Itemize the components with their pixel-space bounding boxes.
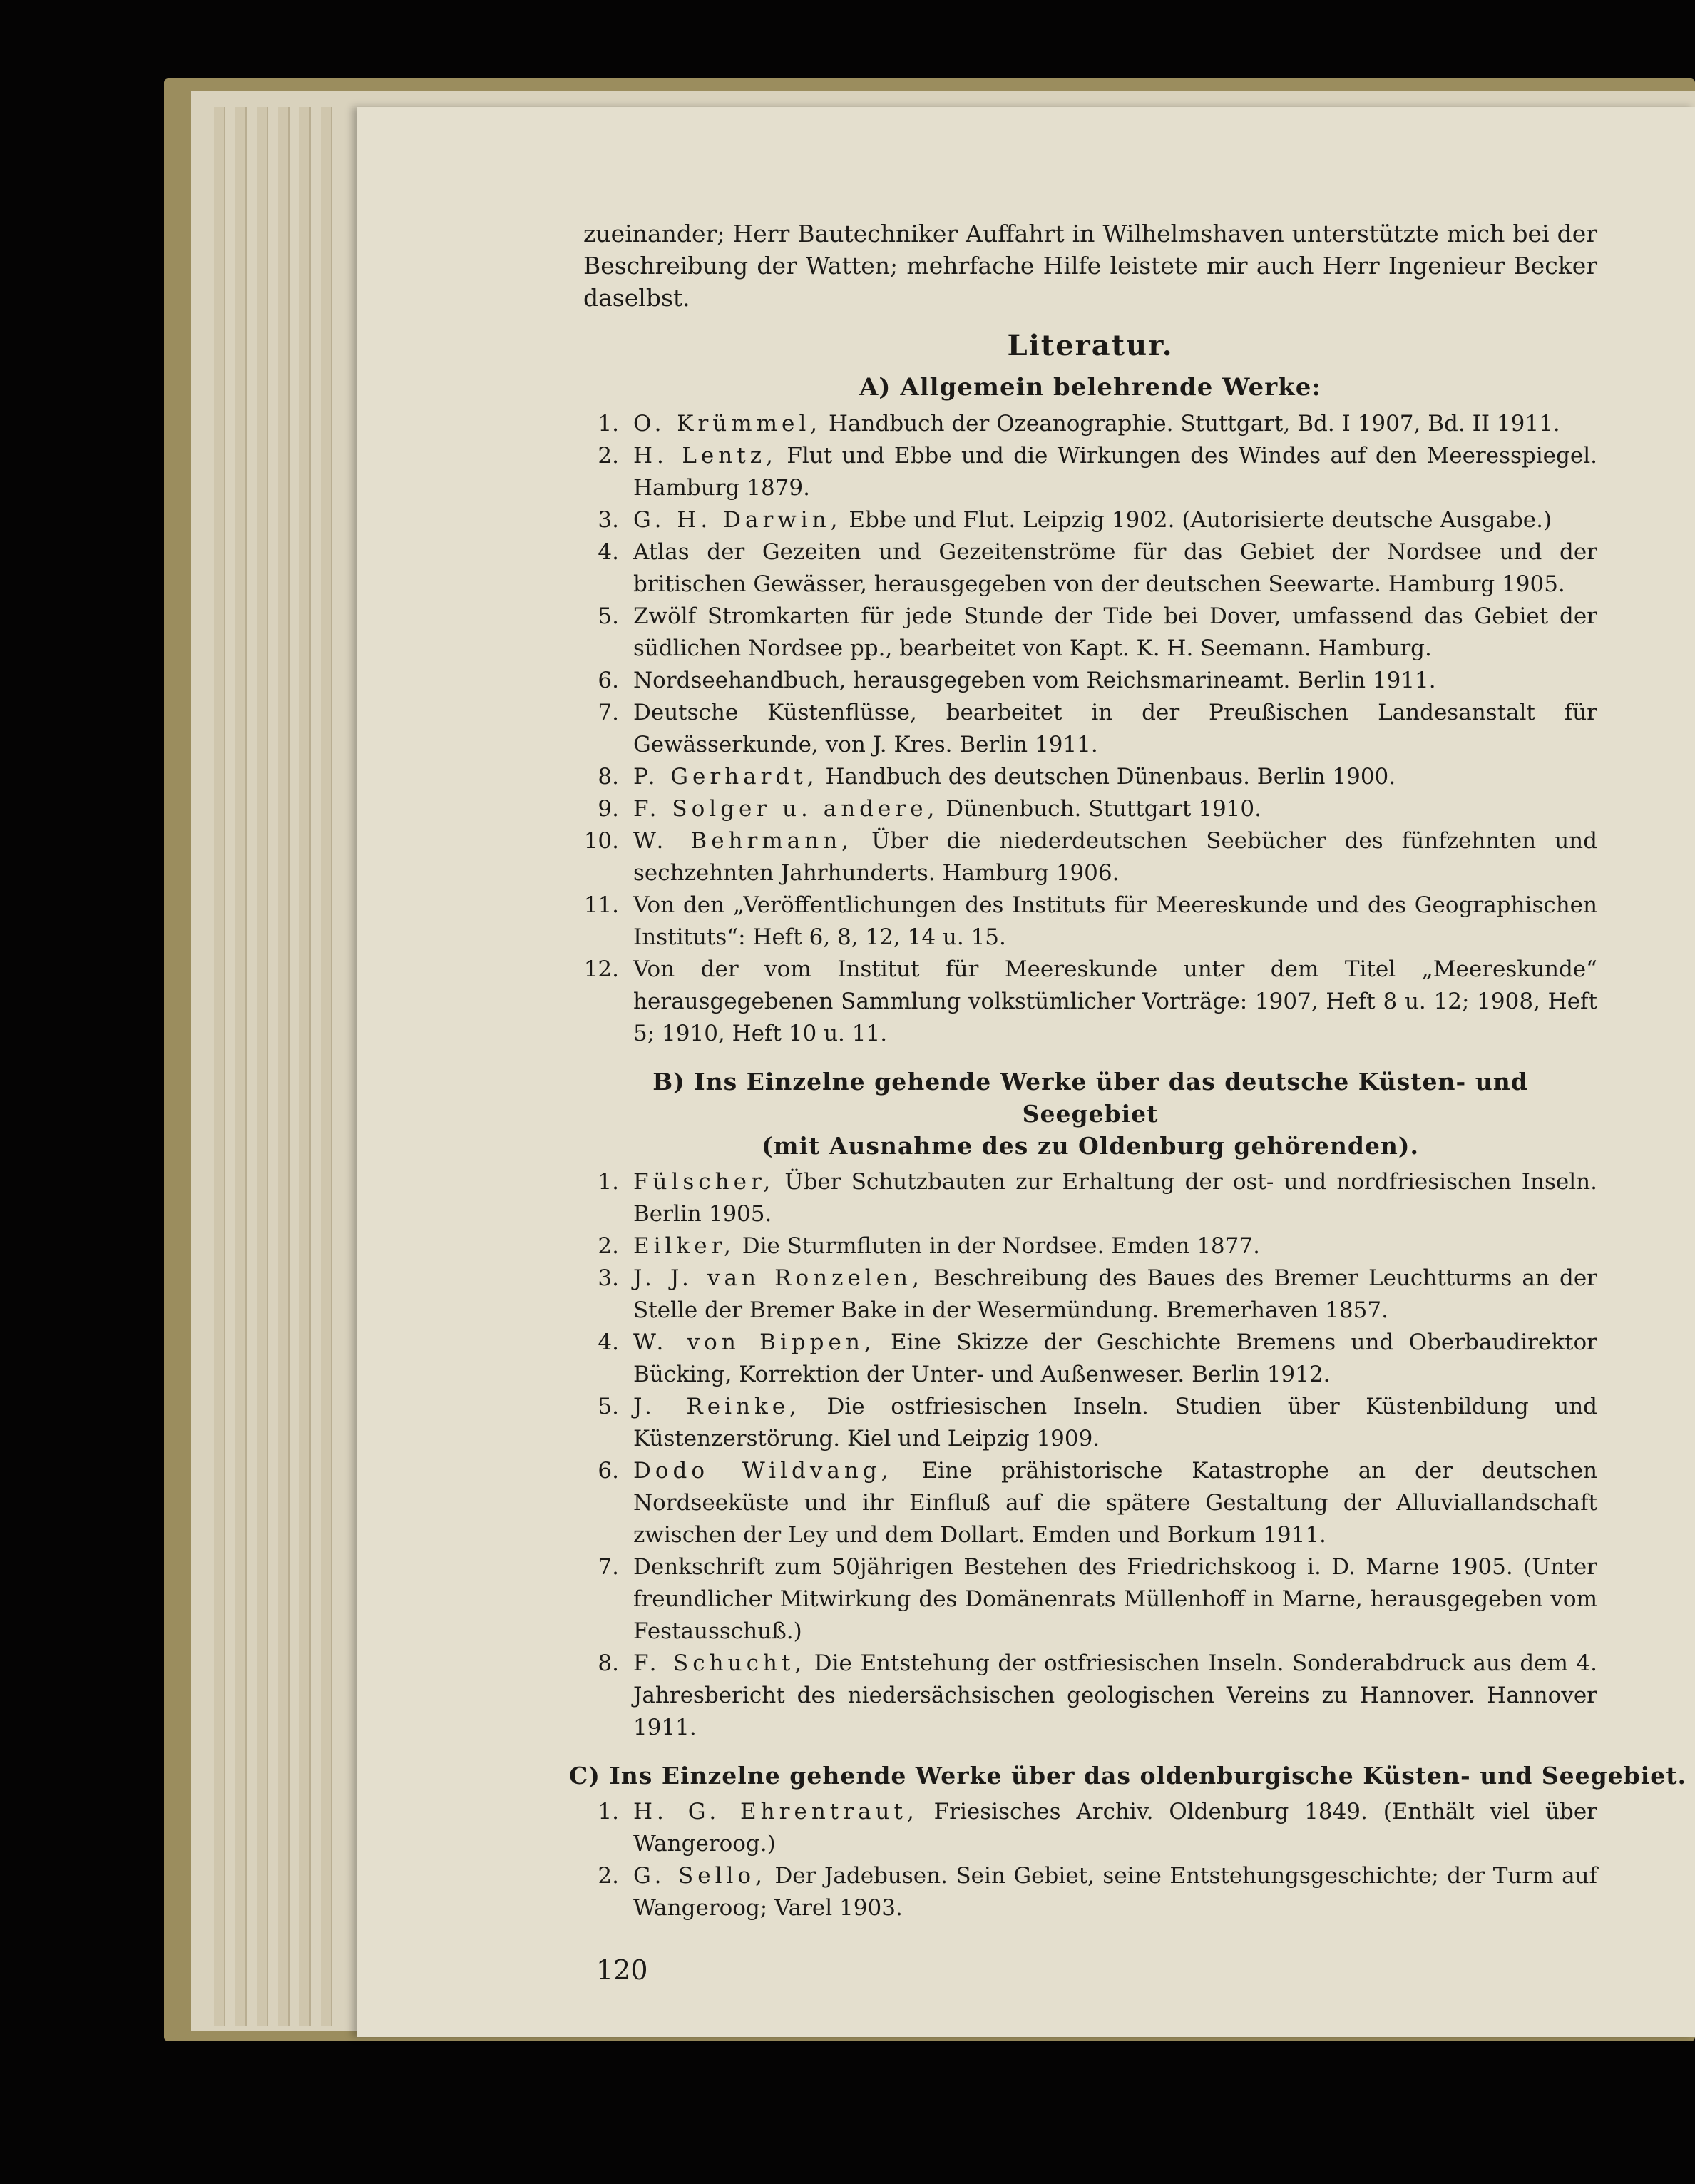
page-edge <box>321 107 332 2026</box>
section-b-title <box>583 1066 1597 1162</box>
reference-text: Dünenbuch. Stuttgart 1910. <box>938 796 1261 822</box>
reference-author: G. H. Darwin, <box>633 507 842 533</box>
reference-item <box>583 665 1597 697</box>
page-edge <box>257 107 268 2026</box>
reference-text: Von den „Veröffentlichungen des Instituts für Meereskunde und des Geographischen Instituts“: Heft 6, 8, 12, 14 u. 15. <box>633 892 1597 950</box>
reference-item <box>583 825 1597 889</box>
reference-text: Flut und Ebbe und die Wirkungen des Windes auf den Meeresspiegel. Hamburg 1879. <box>633 443 1597 501</box>
reference-number: 3. <box>598 507 619 533</box>
reference-item <box>583 1230 1597 1262</box>
page-text <box>569 218 1687 1924</box>
section-a-list <box>583 408 1597 1050</box>
section-c-list <box>583 1796 1597 1924</box>
reference-item <box>583 504 1597 536</box>
reference-number: 11. <box>583 892 619 918</box>
page-number: 120 <box>596 1954 648 1986</box>
reference-item <box>583 761 1597 793</box>
page-edge <box>278 107 290 2026</box>
reference-number: 2. <box>598 1863 619 1889</box>
page-edge <box>299 107 311 2026</box>
reference-item <box>583 793 1597 825</box>
reference-item <box>583 1327 1597 1391</box>
reference-number: 7. <box>598 1554 619 1580</box>
reference-number: 1. <box>598 1169 619 1195</box>
reference-item <box>583 440 1597 504</box>
reference-text: Die ostfriesischen Inseln. Studien über Küstenbildung und Küstenzerstörung. Kiel und Leipzig 1909. <box>633 1394 1598 1451</box>
reference-text: Beschreibung des Baues des Bremer Leuchtturms an der Stelle der Bremer Bake in der Wesermündung. Bremerhaven 1857. <box>633 1265 1598 1323</box>
reference-item <box>583 954 1597 1050</box>
reference-author: G. Sello, <box>633 1863 767 1889</box>
page-edge <box>235 107 247 2026</box>
reference-text: Über die niederdeutschen Seebücher des fünfzehnten und sechzehnten Jahrhunderts. Hamburg 1906. <box>633 828 1597 886</box>
reference-author: O. Krümmel, <box>633 411 822 437</box>
reference-number: 12. <box>583 956 619 982</box>
reference-text: Die Entstehung der ostfriesischen Inseln. Sonderabdruck aus dem 4. Jahresbericht des niedersächsischen geologischen Vereins zu Hannover. Hannover 1911. <box>633 1650 1598 1740</box>
reference-text: Die Sturmfluten in der Nordsee. Emden 1877. <box>734 1233 1260 1259</box>
reference-number: 5. <box>598 603 619 629</box>
reference-author: H. G. Ehrentraut, <box>633 1799 918 1825</box>
intro-paragraph: zueinander; Herr Bautechniker Auffahrt in Wilhelmshaven unterstützte mich bei der Beschreibung der Watten; mehrfache Hilfe leistete mir auch Herr Ingenieur Becker daselbst. <box>583 220 1597 312</box>
reference-author: F. Solger u. andere, <box>633 796 939 822</box>
reference-item <box>583 601 1597 665</box>
reference-item <box>583 408 1597 440</box>
reference-item <box>583 536 1597 601</box>
reference-number: 6. <box>598 1458 619 1484</box>
reference-number: 10. <box>583 828 619 854</box>
reference-number: 9. <box>598 796 619 822</box>
reference-text: Handbuch der Ozeanographie. Stuttgart, Bd. I 1907, Bd. II 1911. <box>821 411 1560 437</box>
reference-text: Nordseehandbuch, herausgegeben vom Reichsmarineamt. Berlin 1911. <box>633 668 1436 693</box>
section-b-title-line2: (mit Ausnahme des zu Oldenburg gehörenden). <box>761 1132 1420 1160</box>
reference-author: H. Lentz, <box>633 443 777 469</box>
reference-number: 2. <box>598 443 619 469</box>
reference-text: Von der vom Institut für Meereskunde unter dem Titel „Meereskunde“ herausgegebenen Sammlung volkstümlicher Vorträge: 1907, Heft 8 u. 12; 1908, Heft 5; 1910, Heft 10 u. 11. <box>633 956 1597 1046</box>
reference-author: Eilker, <box>633 1233 735 1259</box>
reference-author: J. Reinke, <box>633 1394 801 1419</box>
reference-text: Zwölf Stromkarten für jede Stunde der Tide bei Dover, umfassend das Gebiet der südlichen Nordsee pp., bearbeitet von Kapt. K. H. Seemann. Hamburg. <box>633 603 1597 661</box>
reference-item <box>583 1166 1597 1230</box>
reference-author: P. Gerhardt, <box>633 764 819 790</box>
reference-author: W. Behrmann, <box>633 828 854 854</box>
reference-text: Ebbe und Flut. Leipzig 1902. (Autorisierte deutsche Ausgabe.) <box>841 507 1552 533</box>
reference-number: 3. <box>598 1265 619 1291</box>
reference-text: Friesisches Archiv. Oldenburg 1849. (Enthält viel über Wangeroog.) <box>633 1799 1597 1857</box>
reference-author: F. Schucht, <box>633 1650 806 1676</box>
reference-item <box>583 1391 1597 1455</box>
reference-item <box>583 1796 1597 1860</box>
reference-author: J. J. van Ronzelen, <box>633 1265 923 1291</box>
reference-number: 4. <box>598 539 619 565</box>
reference-item <box>583 697 1597 761</box>
reference-text: Über Schutzbauten zur Erhaltung der ost- und nordfriesischen Inseln. Berlin 1905. <box>633 1169 1597 1227</box>
reference-number: 8. <box>598 764 619 790</box>
reference-text: Handbuch des deutschen Dünenbaus. Berlin 1900. <box>818 764 1396 790</box>
reference-item <box>583 889 1597 954</box>
section-c-title: C) Ins Einzelne gehende Werke über das oldenburgische Küsten- und Seegebiet. <box>569 1762 1687 1790</box>
reference-author: W. von Bippen, <box>633 1330 876 1355</box>
section-b-list <box>583 1166 1597 1744</box>
literature-heading: Literatur. <box>1007 329 1174 362</box>
reference-number: 4. <box>598 1330 619 1355</box>
section-b-title-line1: B) Ins Einzelne gehende Werke über das deutsche Küsten- und Seegebiet <box>652 1068 1528 1128</box>
reference-number: 1. <box>598 411 619 437</box>
reference-text: Deutsche Küstenflüsse, bearbeitet in der Preußischen Landesanstalt für Gewässerkunde, von J. Kres. Berlin 1911. <box>633 700 1597 757</box>
reference-number: 1. <box>598 1799 619 1825</box>
section-a-title: A) Allgemein belehrende Werke: <box>859 373 1321 402</box>
reference-text: Denkschrift zum 50jährigen Bestehen des Friedrichskoog i. D. Marne 1905. (Unter freundlicher Mitwirkung des Domänenrats Müllenhoff in Marne, herausgegeben vom Festausschuß.) <box>633 1554 1597 1644</box>
reference-text: Atlas der Gezeiten und Gezeitenströme für das Gebiet der Nordsee und der britischen Gewässer, herausgegeben von der deutschen Seewarte. Hamburg 1905. <box>633 539 1597 597</box>
reference-item <box>583 1551 1597 1648</box>
reference-item <box>583 1455 1597 1551</box>
reference-number: 2. <box>598 1233 619 1259</box>
reference-author: Dodo Wildvang, <box>633 1458 893 1484</box>
page-edge <box>214 107 225 2026</box>
reference-number: 8. <box>598 1650 619 1676</box>
reference-text: Eine Skizze der Geschichte Bremens und Oberbaudirektor Bücking, Korrektion der Unter- und Außenweser. Berlin 1912. <box>633 1330 1597 1387</box>
reference-text: Der Jadebusen. Sein Gebiet, seine Entstehungsgeschichte; der Turm auf Wangeroog; Varel 1903. <box>633 1863 1598 1921</box>
reference-author: Fülscher, <box>633 1169 775 1195</box>
reference-item <box>583 1648 1597 1744</box>
reference-text: Eine prähistorische Katastrophe an der deutschen Nordseeküste und ihr Einfluß auf die spätere Gestaltung der Alluviallandschaft zwischen der Ley und dem Dollart. Emden und Borkum 1911. <box>633 1458 1597 1548</box>
reference-number: 6. <box>598 668 619 693</box>
reference-item <box>583 1262 1597 1327</box>
reference-number: 7. <box>598 700 619 725</box>
reference-item <box>583 1860 1597 1924</box>
reference-number: 5. <box>598 1394 619 1419</box>
